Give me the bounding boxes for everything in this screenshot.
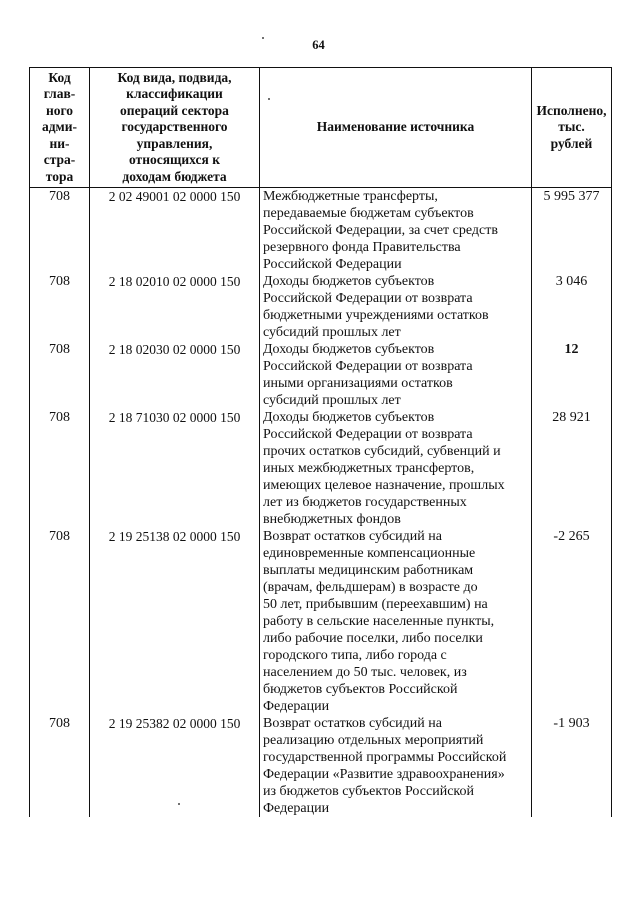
table-row xyxy=(30,528,612,715)
source-name-line: внебюджетных фондов xyxy=(263,512,401,527)
cell-admin-code: 708 xyxy=(30,188,90,274)
cell-admin-code: 708 xyxy=(30,273,90,341)
header-executed-line: Исполнено, xyxy=(536,102,607,118)
source-name-line: прочих остатков субсидий, субвенций и xyxy=(263,444,501,459)
source-name-line: Федерации «Развитие здравоохранения» xyxy=(263,767,505,782)
cell-classification-code: 2 18 02030 02 0000 150 xyxy=(90,341,260,409)
source-name-line: Федерации xyxy=(263,699,330,714)
source-name-line: единовременные компенсационные xyxy=(263,546,476,561)
header-admin-code-line: стра- xyxy=(43,152,76,168)
header-classification-code-line: доходам бюджета xyxy=(122,168,227,184)
header-classification-code-line: операций сектора xyxy=(120,102,229,118)
cell-source-name xyxy=(260,273,532,341)
header-executed-line: рублей xyxy=(550,135,593,151)
source-name-line: Российской Федерации от возврата xyxy=(263,427,473,442)
header-classification-code-line: Код вида, подвида, xyxy=(117,69,232,85)
cell-executed-value: 28 921 xyxy=(532,409,612,528)
table-header-row xyxy=(30,68,612,188)
source-name-line: иных межбюджетных трансфертов, xyxy=(263,461,475,476)
page-number: 64 xyxy=(312,38,325,52)
source-name-line: Российской Федерации, за счет средств xyxy=(263,223,498,238)
cell-source-name xyxy=(260,528,532,715)
header-admin-code-line: глав- xyxy=(43,86,76,102)
table-row xyxy=(30,409,612,528)
source-name-line: Возврат остатков субсидий на xyxy=(263,529,442,544)
source-name-line: Доходы бюджетов субъектов xyxy=(263,342,435,357)
header-classification-code-line: классификации xyxy=(126,86,223,102)
scan-speck xyxy=(262,37,264,39)
header-admin-code-line: адми- xyxy=(41,119,78,135)
header-classification-code-line: управления, xyxy=(136,135,213,151)
source-name-line: резервного фонда Правительства xyxy=(263,240,461,255)
source-name-line: имеющих целевое назначение, прошлых xyxy=(263,478,505,493)
header-admin-code-line: ни- xyxy=(49,135,70,151)
source-name-line: выплаты медицинским работникам xyxy=(263,563,474,578)
header-admin-code xyxy=(30,68,90,188)
source-name-line: из бюджетов субъектов Российской xyxy=(263,784,474,799)
header-classification-code-line: государственного xyxy=(121,119,228,135)
header-executed-line: тыс. xyxy=(558,119,585,135)
header-source-name: Наименование источника xyxy=(260,68,532,188)
source-name-line: Российской Федерации xyxy=(263,257,402,272)
cell-executed-value: -2 265 xyxy=(532,528,612,715)
cell-executed-value: -1 903 xyxy=(532,715,612,817)
cell-classification-code: 2 18 71030 02 0000 150 xyxy=(90,409,260,528)
cell-source-name xyxy=(260,409,532,528)
source-name-line: населением до 50 тыс. человек, из xyxy=(263,665,467,680)
source-name-line: реализацию отдельных мероприятий xyxy=(263,733,484,748)
table-row xyxy=(30,188,612,274)
header-classification-code xyxy=(90,68,260,188)
source-name-line: бюджетными учреждениями остатков xyxy=(263,308,489,323)
cell-admin-code: 708 xyxy=(30,341,90,409)
source-name-line: Российской Федерации от возврата xyxy=(263,291,473,306)
cell-classification-code: 2 02 49001 02 0000 150 xyxy=(90,188,260,274)
cell-source-name xyxy=(260,188,532,274)
source-name-line: Доходы бюджетов субъектов xyxy=(263,274,435,289)
source-name-line: Возврат остатков субсидий на xyxy=(263,716,442,731)
cell-executed-value: 5 995 377 xyxy=(532,188,612,274)
revenue-table xyxy=(29,67,612,817)
cell-admin-code: 708 xyxy=(30,715,90,817)
cell-classification-code: 2 18 02010 02 0000 150 xyxy=(90,273,260,341)
source-name-line: Российской Федерации от возврата xyxy=(263,359,473,374)
source-name-line: Доходы бюджетов субъектов xyxy=(263,410,435,425)
header-admin-code-line: тора xyxy=(45,168,74,184)
header-executed xyxy=(532,68,612,188)
source-name-line: Федерации xyxy=(263,801,330,816)
header-admin-code-line: ного xyxy=(45,102,74,118)
table-row xyxy=(30,715,612,817)
source-name-line: субсидий прошлых лет xyxy=(263,325,401,340)
source-name-line: либо рабочие поселки, либо поселки xyxy=(263,631,483,646)
source-name-line: лет из бюджетов государственных xyxy=(263,495,467,510)
source-name-line: государственной программы Российской xyxy=(263,750,507,765)
cell-source-name xyxy=(260,341,532,409)
source-name-line: работу в сельские населенные пункты, xyxy=(263,614,495,629)
source-name-line: Межбюджетные трансферты, xyxy=(263,189,438,204)
cell-admin-code: 708 xyxy=(30,528,90,715)
cell-executed-value: 3 046 xyxy=(532,273,612,341)
cell-admin-code: 708 xyxy=(30,409,90,528)
source-name-line: 50 лет, прибывшим (переехавшим) на xyxy=(263,597,488,612)
table-row xyxy=(30,341,612,409)
source-name-line: передаваемые бюджетам субъектов xyxy=(263,206,474,221)
header-classification-code-line: относящихся к xyxy=(128,152,220,168)
cell-source-name xyxy=(260,715,532,817)
cell-executed-value: 12 xyxy=(532,341,612,409)
source-name-line: (врачам, фельдшерам) в возрасте до xyxy=(263,580,478,595)
table-row xyxy=(30,273,612,341)
source-name-line: бюджетов субъектов Российской xyxy=(263,682,458,697)
cell-classification-code: 2 19 25138 02 0000 150 xyxy=(90,528,260,715)
cell-classification-code: 2 19 25382 02 0000 150 xyxy=(90,715,260,817)
source-name-line: иными организациями остатков xyxy=(263,376,453,391)
source-name-line: городского типа, либо города с xyxy=(263,648,447,663)
source-name-line: субсидий прошлых лет xyxy=(263,393,401,408)
header-admin-code-line: Код xyxy=(48,69,71,85)
